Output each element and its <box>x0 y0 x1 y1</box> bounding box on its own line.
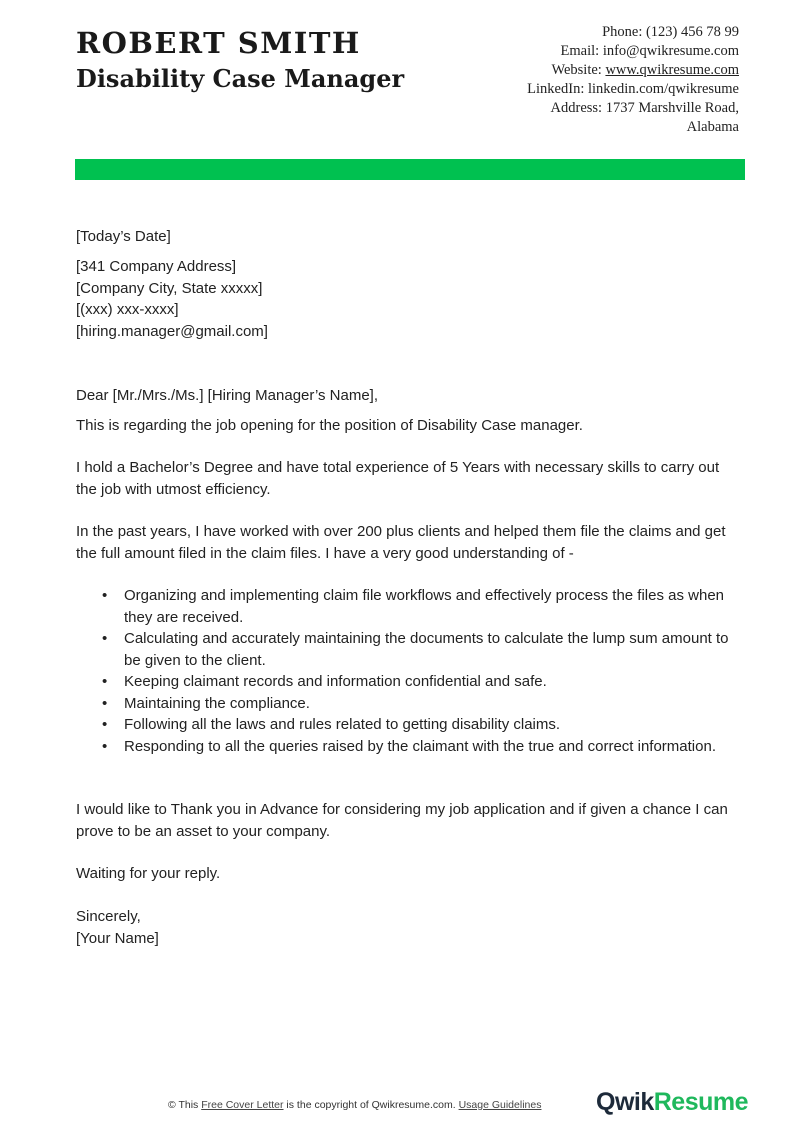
recipient-block <box>76 256 736 342</box>
signature: [Your Name] <box>76 930 159 947</box>
free-cover-letter-link[interactable]: Free Cover Letter <box>201 1099 284 1111</box>
paragraph-2: I hold a Bachelor’s Degree and have total experience of 5 Years with necessary skills to carry out the job with utmost efficiency. <box>76 459 720 498</box>
list-item: • Maintaining the compliance. <box>76 693 736 715</box>
phone: Phone: (123) 456 78 99 <box>602 24 739 40</box>
paragraph-4: I would like to Thank you in Advance for considering my job application and if given a chance I can prove to be an asset to your company. <box>76 801 728 840</box>
usage-guidelines-link[interactable]: Usage Guidelines <box>458 1099 542 1111</box>
footer-copyright <box>168 1099 541 1111</box>
list-item: • Responding to all the queries raised by the claimant with the true and correct information. <box>76 736 736 758</box>
footer-middle: is the copyright of Qwikresume.com. <box>283 1099 459 1111</box>
address-line-2: Alabama <box>686 119 739 135</box>
address-line-1: Address: 1737 Marshville Road, <box>550 100 739 116</box>
paragraph-1: This is regarding the job opening for the position of Disability Case manager. <box>76 417 583 434</box>
paragraph-5: Waiting for your reply. <box>76 865 221 882</box>
paragraph-3: In the past years, I have worked with over 200 plus clients and helped them file the claims and get the full amount filed in the claim files. I have a very good understanding of - <box>76 523 726 562</box>
recipient-line: [(xxx) xxx-xxxx] <box>76 301 179 318</box>
list-item: • Keeping claimant records and information confidential and safe. <box>76 671 736 693</box>
accent-bar <box>75 159 745 180</box>
qwikresume-logo[interactable] <box>596 1088 748 1117</box>
email: Email: info@qwikresume.com <box>560 43 739 59</box>
job-title: Disability Case Manager <box>76 64 405 93</box>
list-item: • Following all the laws and rules related to getting disability claims. <box>76 714 736 736</box>
website-label: Website: <box>551 62 606 78</box>
contact-block <box>527 23 739 137</box>
closing: Sincerely, <box>76 908 141 925</box>
recipient-line: [Company City, State xxxxx] <box>76 279 263 297</box>
website-link[interactable]: www.qwikresume.com <box>605 62 739 78</box>
list-item: • Organizing and implementing claim file workflows and effectively process the files as when they are received. <box>76 585 736 628</box>
logo-part-2: Resume <box>653 1088 749 1116</box>
list-item: • Calculating and accurately maintaining the documents to calculate the lump sum amount to be given to the client. <box>76 628 736 671</box>
salutation: Dear [Mr./Mrs./Ms.] [Hiring Manager’s Name], <box>76 387 379 404</box>
date: [Today’s Date] <box>76 228 171 245</box>
candidate-name: ROBERT SMITH <box>76 26 361 60</box>
linkedin: LinkedIn: linkedin.com/qwikresume <box>527 81 739 97</box>
recipient-line: [hiring.manager@gmail.com] <box>76 322 268 340</box>
logo-part-1: Qwik <box>596 1088 654 1116</box>
skills-list <box>76 585 736 757</box>
recipient-line: [341 Company Address] <box>76 258 237 275</box>
footer-prefix: © This <box>168 1099 202 1111</box>
